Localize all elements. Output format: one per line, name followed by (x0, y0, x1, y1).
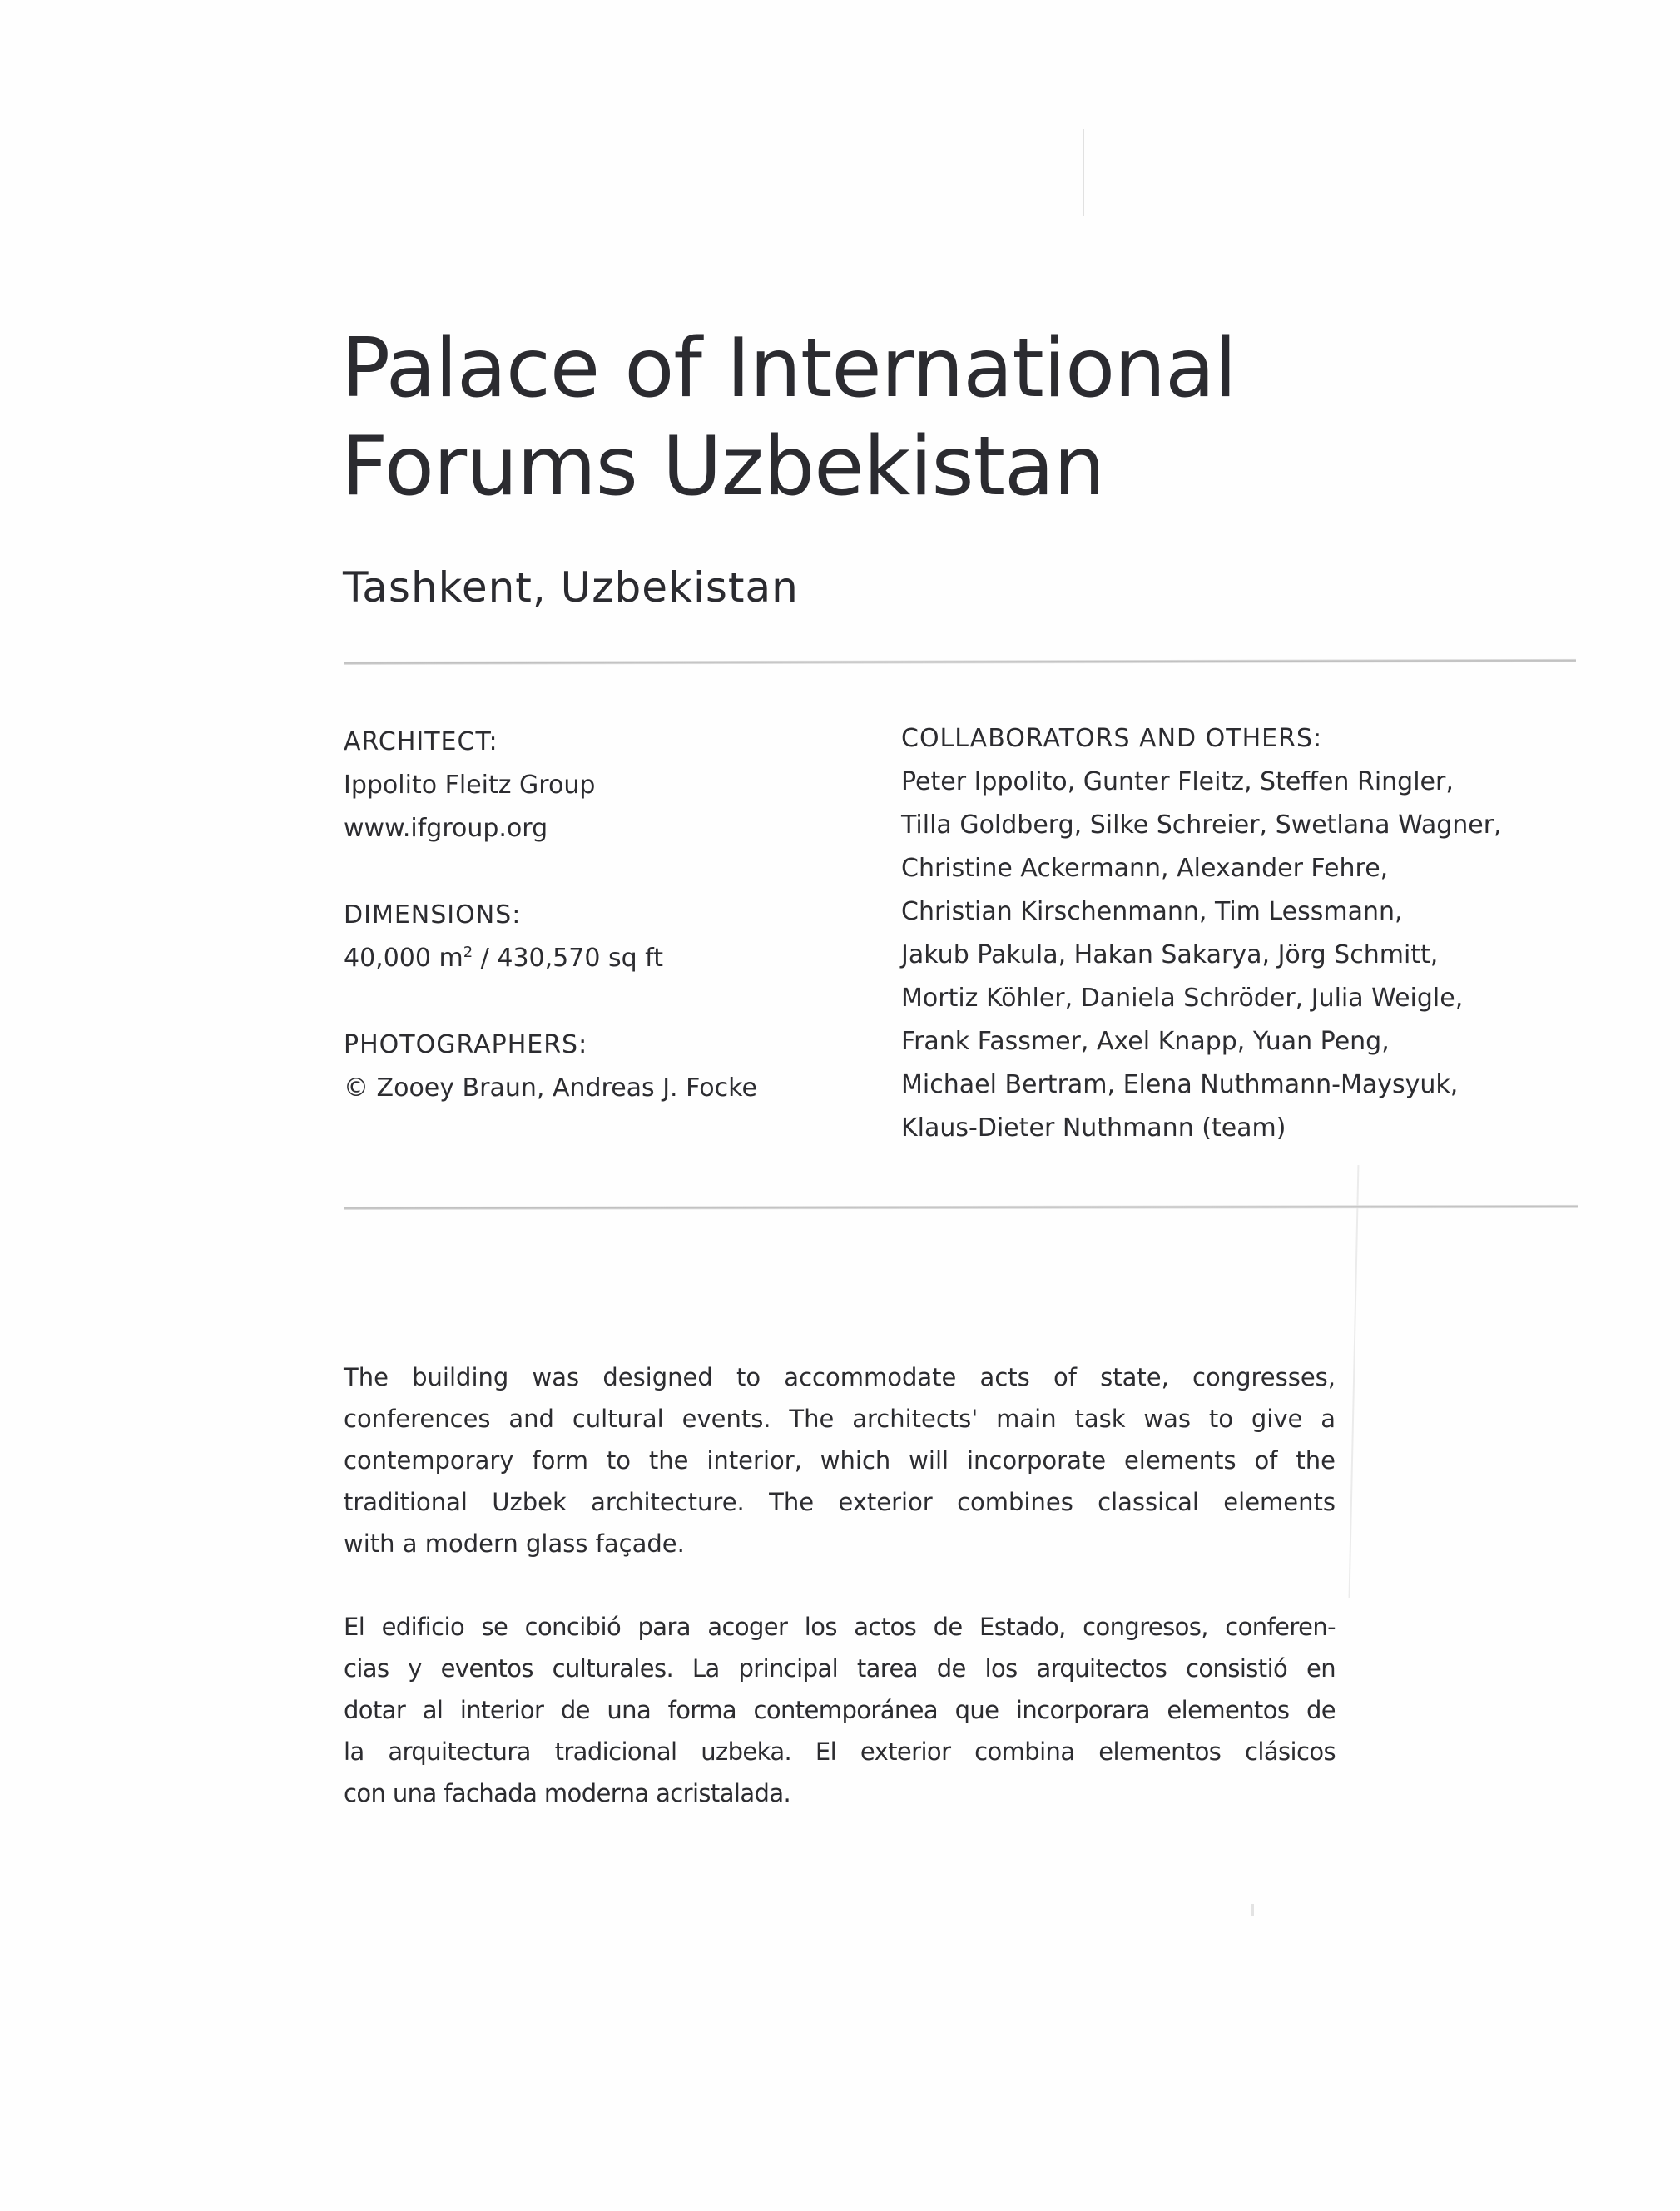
location-subtitle: Tashkent, Uzbekistan (343, 563, 799, 612)
collaborators-line: Christian Kirschenmann, Tim Lessmann, (901, 897, 1403, 926)
collaborators-line: Jakub Pakula, Hakan Sakarya, Jörg Schmitt, (901, 940, 1439, 969)
paragraph-line: conferences and cultural events. The architects' main task was to give a (344, 1405, 1336, 1433)
photographers-label: PHOTOGRAPHERS: (344, 1030, 588, 1059)
divider-bottom (344, 1205, 1578, 1210)
dimensions-imperial: / 430,570 sq ft (473, 944, 663, 973)
collaborators-line: Tilla Goldberg, Silke Schreier, Swetlana Wagner, (901, 811, 1502, 840)
scan-artifact-mark (1083, 129, 1084, 216)
paragraph-line: la arquitectura tradicional uzbeka. El exterior combina elementos clásicos (344, 1738, 1336, 1766)
spacer (344, 850, 757, 894)
page-title-line-2: Forums Uzbekistan (341, 419, 1105, 514)
paragraph-line: con una fachada moderna acristalada. (344, 1779, 791, 1807)
description-spanish (344, 1606, 1336, 1814)
collaborators-line: Peter Ippolito, Gunter Fleitz, Steffen Ringler, (901, 767, 1454, 796)
description-english (344, 1356, 1336, 1564)
page-title (341, 320, 1236, 516)
paragraph-line: cias y eventos culturales. La principal tarea de los arquitectos consistió en (344, 1654, 1336, 1683)
paragraph-line: The building was designed to accommodate acts of state, congresses, (344, 1363, 1336, 1391)
divider-top (344, 659, 1576, 665)
dimensions-value (344, 937, 757, 980)
paragraph-line: contemporary form to the interior, which will incorporate elements of the (344, 1446, 1336, 1475)
dimensions-metric: 40,000 m (344, 944, 463, 973)
scan-artifact-speck (1251, 1904, 1254, 1916)
spacer (344, 980, 757, 1024)
collaborators-label: COLLABORATORS AND OTHERS: (901, 724, 1323, 753)
page-title-line-1: Palace of International (341, 321, 1236, 416)
credits-right-column (901, 717, 1502, 1150)
collaborators-line: Mortiz Köhler, Daniela Schröder, Julia Weigle, (901, 984, 1464, 1013)
paragraph-line: traditional Uzbek architecture. The exterior combines classical elements (344, 1488, 1336, 1516)
architect-label: ARCHITECT: (344, 727, 498, 756)
dimensions-superscript: 2 (463, 944, 473, 961)
collaborators-line: Christine Ackermann, Alexander Fehre, (901, 854, 1389, 883)
collaborators-line: Frank Fassmer, Axel Knapp, Yuan Peng, (901, 1027, 1390, 1056)
paragraph-line: dotar al interior de una forma contemporánea que incorporara elementos de (344, 1696, 1336, 1724)
dimensions-label: DIMENSIONS: (344, 900, 522, 930)
credits-left-column (344, 721, 757, 1110)
photographers-names: © Zooey Braun, Andreas J. Focke (344, 1073, 757, 1103)
collaborators-line: Michael Bertram, Elena Nuthmann-Maysyuk, (901, 1070, 1459, 1099)
architect-website: www.ifgroup.org (344, 814, 548, 843)
paragraph-line: El edificio se concibió para acoger los actos de Estado, congresos, conferen- (344, 1613, 1336, 1641)
scan-artifact-crease (1349, 1165, 1360, 1598)
architect-name: Ippolito Fleitz Group (344, 771, 596, 800)
paragraph-line: with a modern glass façade. (344, 1529, 685, 1558)
collaborators-line: Klaus-Dieter Nuthmann (team) (901, 1113, 1286, 1143)
